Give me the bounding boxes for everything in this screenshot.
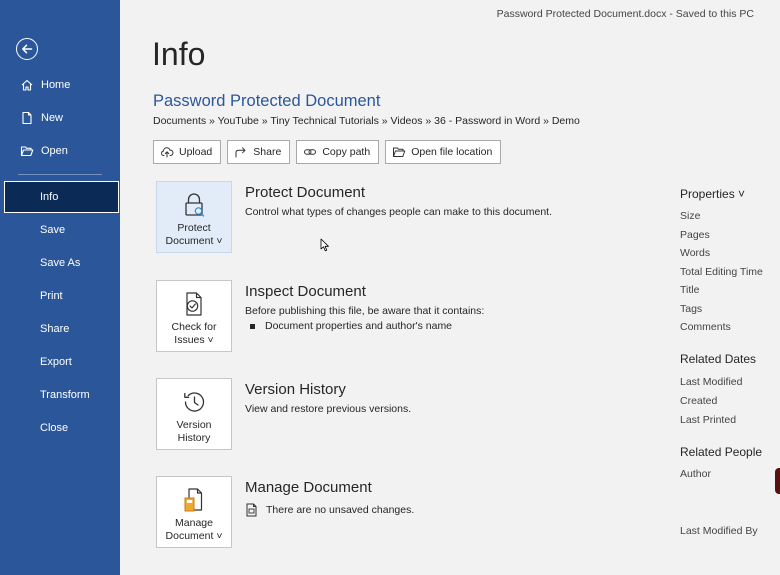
tile-label-line: Check for: [171, 321, 217, 333]
tile-label-line: History: [177, 431, 211, 444]
sidebar-item-close[interactable]: [0, 413, 120, 443]
tile-label-line: Version: [176, 419, 212, 431]
property-words: Words: [680, 247, 711, 259]
tile-label-line: Document ˅: [165, 529, 223, 542]
upload-cloud-icon: [160, 145, 174, 159]
property-comments: Comments: [680, 321, 731, 333]
manage-document-button[interactable]: [156, 476, 232, 548]
sidebar-divider: [18, 174, 102, 175]
check-for-issues-button[interactable]: [156, 280, 232, 352]
sidebar-item-label: Info: [40, 191, 59, 203]
history-clock-icon: [180, 388, 208, 416]
unsaved-changes-note: [245, 503, 414, 517]
tile-label-line: Protect: [177, 222, 211, 234]
manage-document-icon: [180, 486, 208, 514]
home-icon: [20, 78, 34, 92]
manage-document-section: [156, 476, 626, 548]
sidebar-item-print[interactable]: [0, 281, 120, 311]
check-for-issues-tile-label: [172, 321, 217, 346]
sidebar-item-label: Save As: [40, 257, 81, 269]
sidebar-item-label: Close: [40, 422, 69, 434]
version-history-description: View and restore previous versions.: [245, 403, 412, 415]
document-status-icon: [245, 503, 258, 517]
share-button[interactable]: [227, 140, 290, 164]
protect-document-button[interactable]: [156, 181, 232, 253]
related-people-heading: Related People: [680, 445, 763, 459]
sidebar-item-new[interactable]: [0, 103, 120, 133]
property-created: Created: [680, 395, 718, 407]
properties-heading[interactable]: Properties ˅: [680, 187, 746, 201]
breadcrumb: Documents » YouTube » Tiny Technical Tutorials » Videos » 36 - Password in Word » Demo: [153, 115, 580, 127]
sidebar-item-home[interactable]: [0, 70, 120, 100]
protect-document-description: Control what types of changes people can make to this document.: [245, 206, 553, 218]
open-folder-icon: [20, 144, 34, 158]
inspect-document-title: Inspect Document: [245, 283, 366, 300]
copy-path-label: Copy path: [322, 146, 371, 158]
upload-label: Upload: [179, 146, 213, 158]
tile-label-line: Manage: [175, 517, 213, 529]
tile-label-line: Issues ˅: [174, 333, 214, 346]
mouse-pointer-icon: [320, 238, 330, 252]
property-size: Size: [680, 210, 701, 222]
document-title: Password Protected Document: [153, 92, 381, 110]
upload-button[interactable]: [153, 140, 221, 164]
info-pane: [120, 0, 780, 575]
sidebar-item-label: Print: [40, 290, 63, 302]
lock-icon: [180, 191, 208, 219]
sidebar-item-label: Home: [41, 79, 71, 91]
backstage-sidebar: [0, 0, 120, 575]
inspect-bullet-text: Document properties and author's name: [265, 320, 453, 332]
tile-label-line: Document ˅: [165, 234, 223, 247]
check-document-icon: [180, 290, 208, 318]
version-history-button[interactable]: [156, 378, 232, 450]
property-total-editing-time: Total Editing Time: [680, 266, 763, 278]
related-dates-heading: Related Dates: [680, 352, 757, 366]
property-title: Title: [680, 284, 700, 296]
sidebar-item-share[interactable]: [0, 314, 120, 344]
sidebar-item-label: New: [41, 112, 64, 124]
protect-document-section: [156, 181, 626, 253]
property-last-modified-by: Last Modified By: [680, 525, 758, 537]
unsaved-changes-text: There are no unsaved changes.: [266, 504, 415, 516]
window-title: Password Protected Document.docx - Saved to this PC: [496, 8, 754, 20]
property-last-modified: Last Modified: [680, 376, 743, 388]
open-file-location-label: Open file location: [411, 146, 493, 158]
sidebar-item-save[interactable]: [0, 215, 120, 245]
sidebar-item-open[interactable]: [0, 136, 120, 166]
property-pages: Pages: [680, 229, 710, 241]
sidebar-item-save-as[interactable]: [0, 248, 120, 278]
sidebar-item-label: Save: [40, 224, 66, 236]
protect-document-title: Protect Document: [245, 184, 366, 201]
protect-document-tile-label: [166, 222, 223, 247]
inspect-document-bullet: [250, 320, 452, 332]
open-file-location-button[interactable]: [385, 140, 501, 164]
file-actions-bar: [153, 140, 501, 164]
copy-path-button[interactable]: [296, 140, 379, 164]
back-arrow-icon[interactable]: [16, 38, 38, 60]
version-history-title: Version History: [245, 381, 346, 398]
manage-document-tile-label: [166, 517, 223, 542]
new-document-icon: [20, 111, 34, 125]
inspect-document-description: Before publishing this file, be aware that it contains:: [245, 305, 485, 317]
link-icon: [303, 145, 317, 159]
inspect-document-section: [156, 280, 626, 352]
sidebar-item-info[interactable]: [4, 181, 119, 213]
version-history-section: [156, 378, 626, 450]
edge-marker: [775, 468, 780, 494]
sidebar-item-label: Export: [40, 356, 72, 368]
share-icon: [234, 145, 248, 159]
property-author: Author: [680, 468, 711, 480]
sidebar-item-label: Share: [40, 323, 70, 335]
folder-icon: [392, 145, 406, 159]
bullet-square-icon: [250, 324, 255, 329]
manage-document-title: Manage Document: [245, 479, 372, 496]
share-label: Share: [253, 146, 282, 158]
property-tags: Tags: [680, 303, 703, 315]
property-last-printed: Last Printed: [680, 414, 737, 426]
sidebar-item-transform[interactable]: [0, 380, 120, 410]
version-history-tile-label: [176, 419, 211, 444]
sidebar-item-export[interactable]: [0, 347, 120, 377]
sidebar-item-label: Open: [41, 145, 68, 157]
sidebar-item-label: Transform: [40, 389, 90, 401]
page-title: Info: [152, 36, 206, 72]
